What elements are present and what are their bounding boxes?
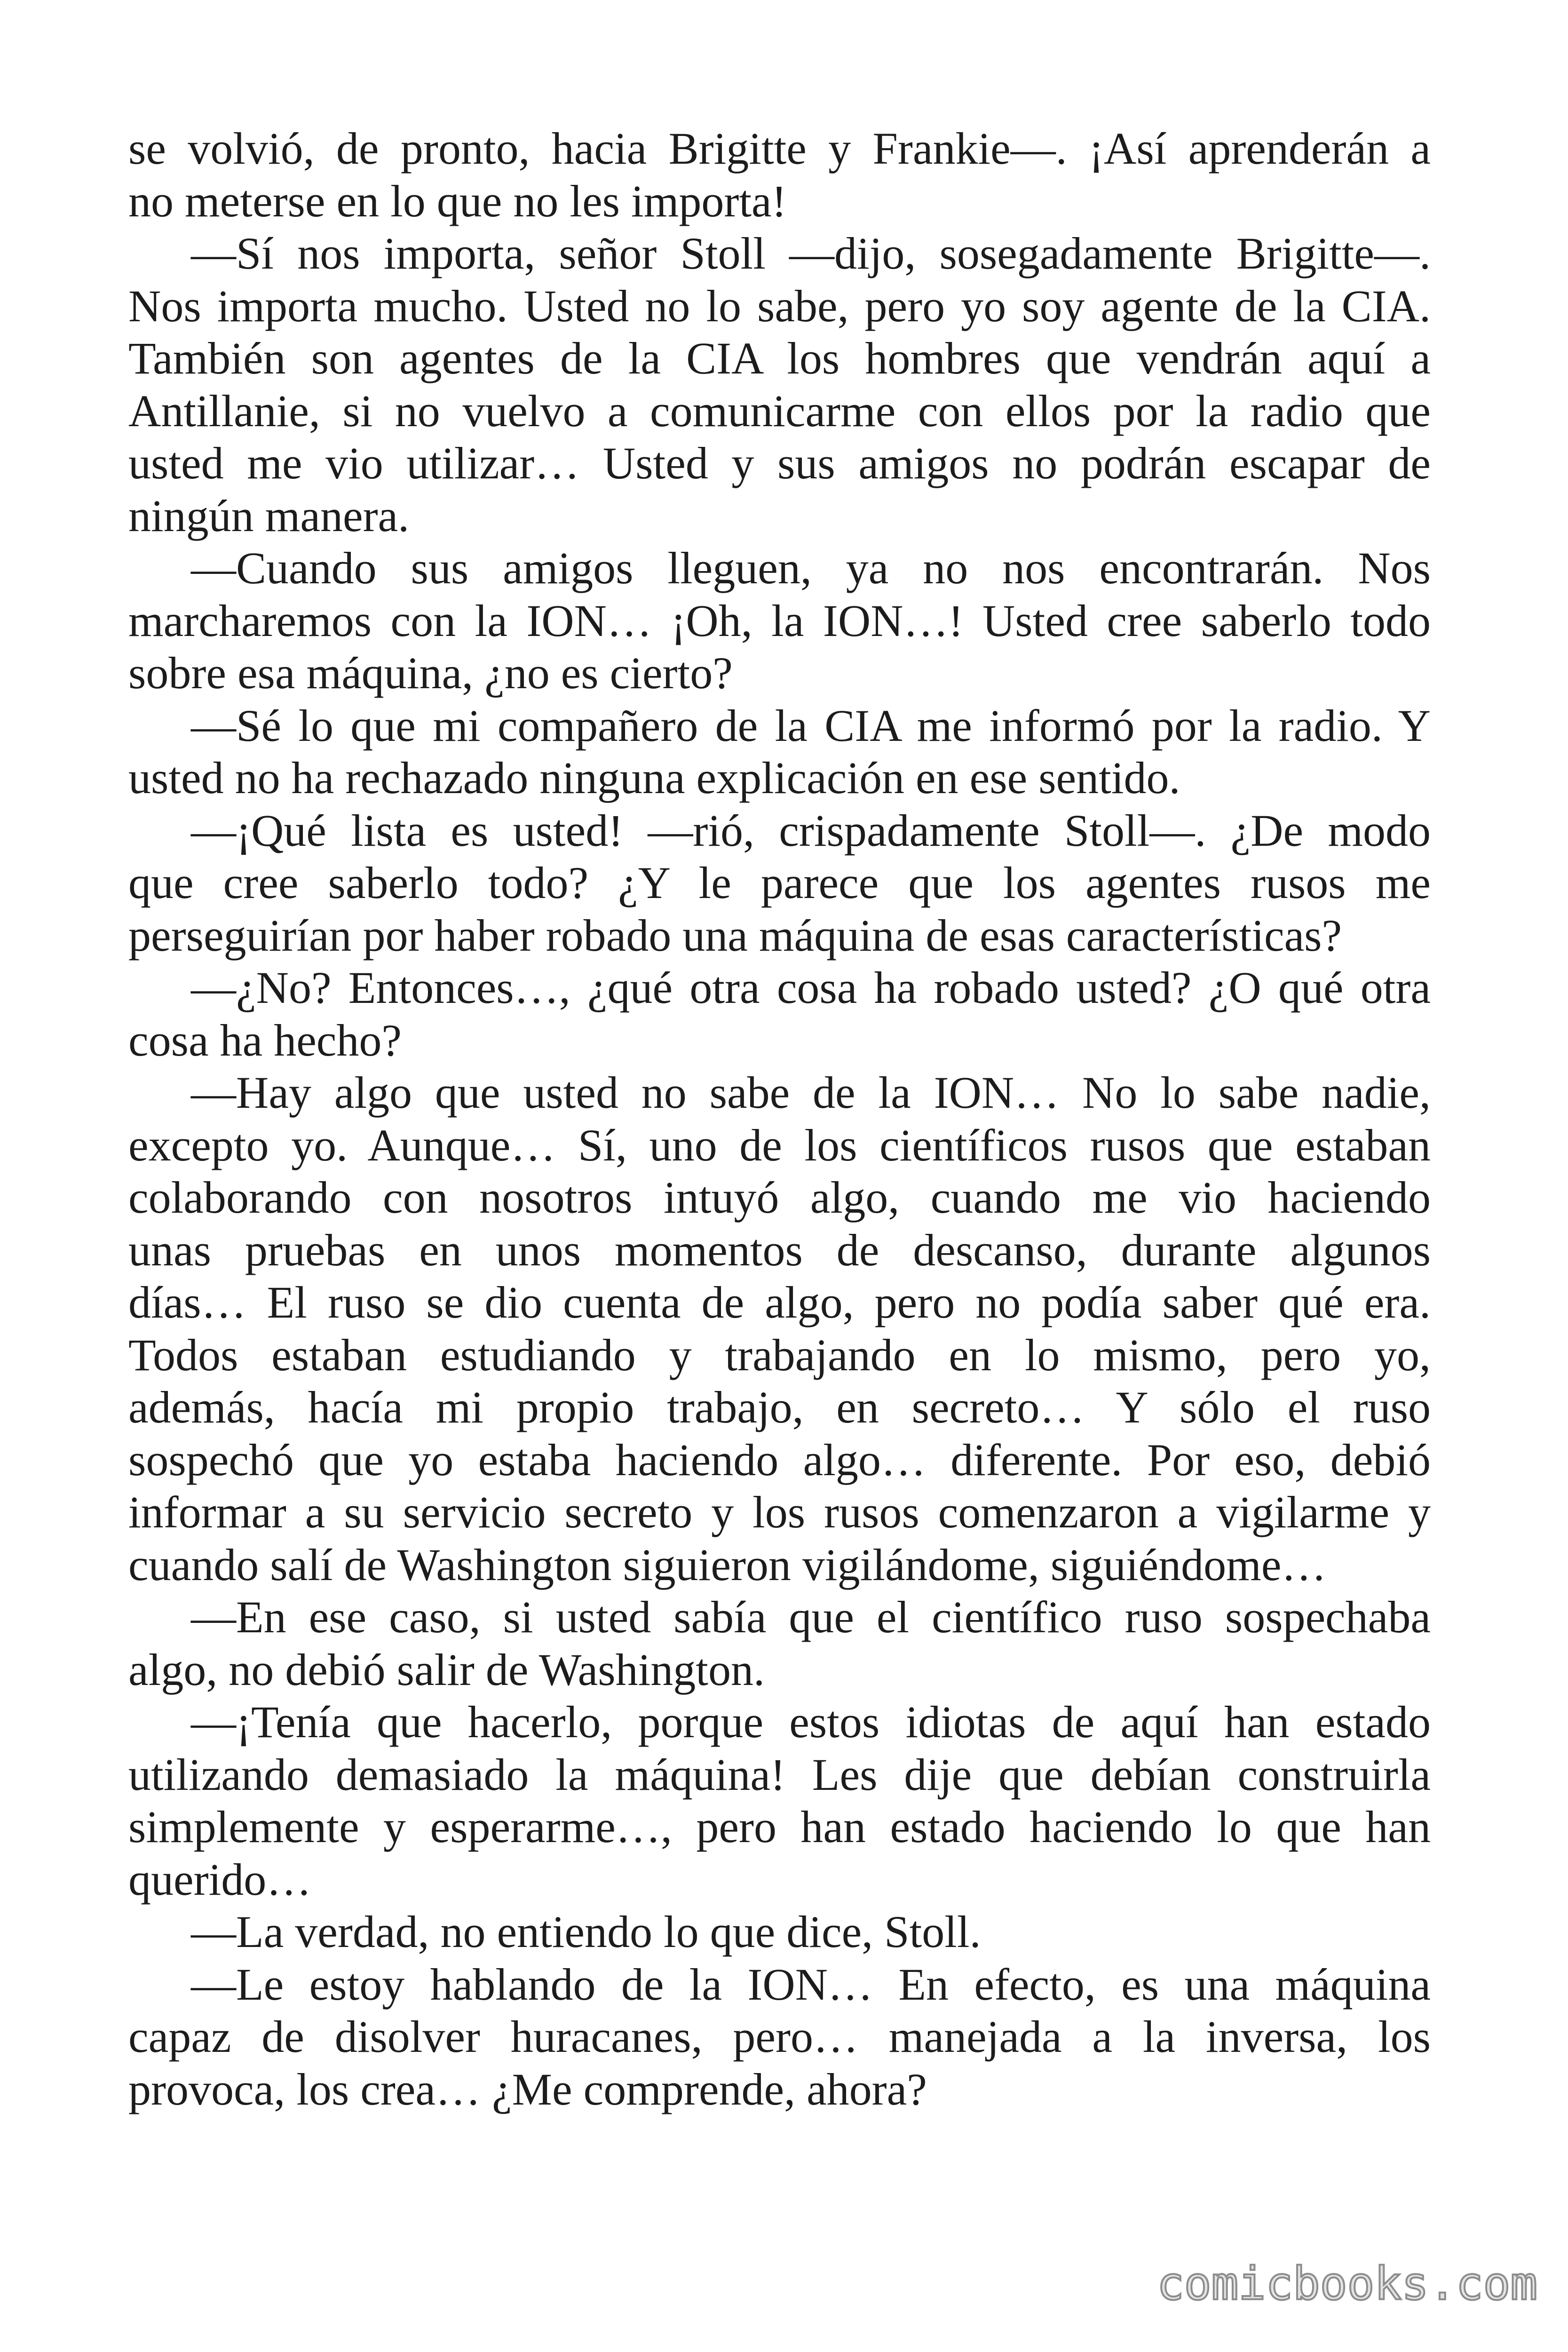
- text-line: —Sí nos importa, señor Stoll —dijo, sosegadamente Brigitte—.: [191, 228, 1431, 278]
- paragraph: [128, 1066, 1431, 1591]
- text-line: usted me vio utilizar… Usted y sus amigos no podrán escapar de: [128, 438, 1431, 488]
- text-line: —¡Qué lista es usted! —rió, crispadamente Stoll—. ¿De modo: [191, 805, 1431, 856]
- text-line: —¡Tenía que hacerlo, porque estos idiotas de aquí han estado: [191, 1697, 1431, 1747]
- paragraph: [128, 122, 1431, 227]
- text-line: —Cuando sus amigos lleguen, ya no nos encontrarán. Nos: [191, 543, 1431, 593]
- text-line: algo, no debió salir de Washington.: [128, 1644, 765, 1695]
- text-line: no meterse en lo que no les importa!: [128, 175, 787, 226]
- watermark: comicbooks.com: [1157, 2257, 1538, 2310]
- text-line: ningún manera.: [128, 490, 410, 541]
- text-line: —Sé lo que mi compañero de la CIA me informó por la radio. Y: [191, 700, 1431, 751]
- text-line: se volvió, de pronto, hacia Brigitte y Frankie—. ¡Así aprenderán a: [128, 123, 1431, 174]
- text-line: colaborando con nosotros intuyó algo, cuando me vio haciendo: [128, 1172, 1431, 1223]
- text-line: querido…: [128, 1854, 312, 1905]
- text-line: —¿No? Entonces…, ¿qué otra cosa ha robado usted? ¿O qué otra: [191, 962, 1431, 1013]
- text-line: sobre esa máquina, ¿no es cierto?: [128, 648, 733, 698]
- text-line: —Hay algo que usted no sabe de la ION… No lo sabe nadie,: [191, 1067, 1431, 1118]
- text-line: capaz de disolver huracanes, pero… manejada a la inversa, los: [128, 2011, 1431, 2062]
- text-line: Nos importa mucho. Usted no lo sabe, pero yo soy agente de la CIA.: [128, 280, 1431, 331]
- text-line: provoca, los crea… ¿Me comprende, ahora?: [128, 2064, 927, 2114]
- text-line: perseguirían por haber robado una máquina de esas características?: [128, 910, 1342, 961]
- page-body-text: [128, 122, 1431, 2115]
- text-line: que cree saberlo todo? ¿Y le parece que los agentes rusos me: [128, 858, 1431, 908]
- paragraph: [128, 961, 1431, 1066]
- text-line: marcharemos con la ION… ¡Oh, la ION…! Usted cree saberlo todo: [128, 595, 1431, 646]
- text-line: utilizando demasiado la máquina! Les dije que debían construirla: [128, 1749, 1431, 1800]
- text-line: simplemente y esperarme…, pero han estado haciendo lo que han: [128, 1802, 1431, 1852]
- text-line: cosa ha hecho?: [128, 1015, 402, 1065]
- text-line: usted no ha rechazado ninguna explicación en ese sentido.: [128, 753, 1180, 803]
- text-line: informar a su servicio secreto y los rusos comenzaron a vigilarme y: [128, 1487, 1431, 1537]
- paragraph: [128, 542, 1431, 699]
- text-line: sospechó que yo estaba haciendo algo… diferente. Por eso, debió: [128, 1434, 1431, 1485]
- paragraph: [128, 1906, 1431, 1958]
- text-line: —Le estoy hablando de la ION… En efecto, es una máquina: [191, 1959, 1431, 2010]
- text-line: días… El ruso se dio cuenta de algo, pero no podía saber qué era.: [128, 1277, 1431, 1327]
- paragraph: [128, 1958, 1431, 2116]
- text-line: Antillanie, si no vuelvo a comunicarme con ellos por la radio que: [128, 385, 1431, 436]
- text-line: —En ese caso, si usted sabía que el científico ruso sospechaba: [191, 1592, 1431, 1642]
- paragraph: [128, 1591, 1431, 1696]
- text-line: unas pruebas en unos momentos de descanso, durante algunos: [128, 1224, 1431, 1275]
- paragraph: [128, 227, 1431, 542]
- text-line: además, hacía mi propio trabajo, en secreto… Y sólo el ruso: [128, 1382, 1431, 1432]
- paragraph: [128, 804, 1431, 962]
- text-line: Todos estaban estudiando y trabajando en lo mismo, pero yo,: [128, 1329, 1431, 1380]
- paragraph: [128, 1696, 1431, 1906]
- paragraph: [128, 699, 1431, 804]
- text-line: —La verdad, no entiendo lo que dice, Stoll.: [191, 1907, 981, 1957]
- text-line: excepto yo. Aunque… Sí, uno de los científicos rusos que estaban: [128, 1120, 1431, 1170]
- text-line: También son agentes de la CIA los hombres que vendrán aquí a: [128, 333, 1431, 383]
- text-line: cuando salí de Washington siguieron vigilándome, siguiéndome…: [128, 1539, 1327, 1590]
